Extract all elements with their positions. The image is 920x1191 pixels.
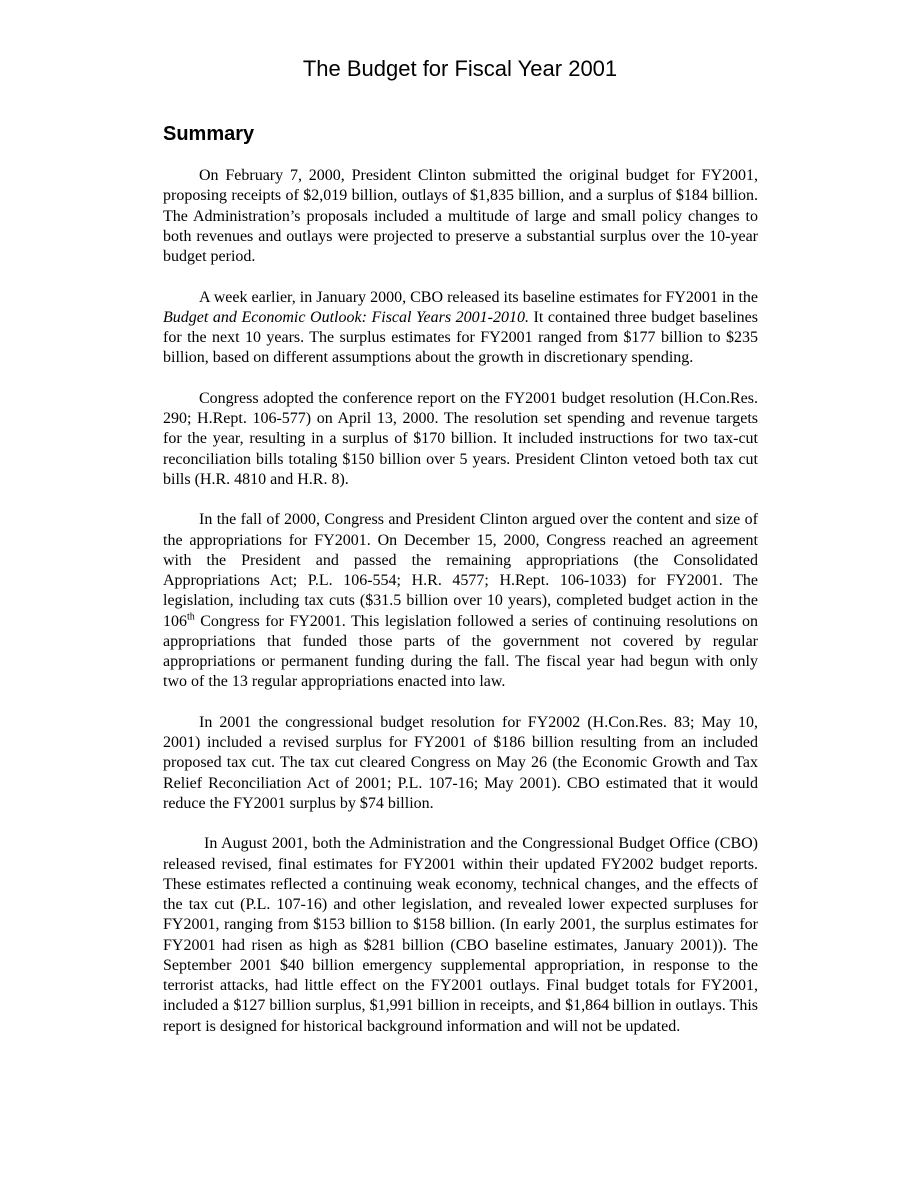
paragraph-cbo-baseline: [163, 288, 758, 369]
paragraph-appropriations: [163, 510, 758, 692]
paragraph-text: A week earlier, in January 2000, CBO released its baseline estimates for FY2001 in the: [199, 288, 758, 306]
paragraph-fy2002-resolution: In 2001 the congressional budget resolution for FY2002 (H.Con.Res. 83; May 10, 2001) included a revised surplus for FY2001 of $186 billion resulting from an included proposed tax cut. The tax cut cleared Congress on May 26 (the Economic Growth and Tax Relief Reconciliation Act of 2001; P.L. 107-16; May 2001). CBO estimated that it would reduce the FY2001 surplus by $74 billion.: [163, 713, 758, 812]
paragraph-budget-resolution: Congress adopted the conference report on the FY2001 budget resolution (H.Con.Res. 290; H.Rept. 106-577) on April 13, 2000. The resolution set spending and revenue targets for the year, resulting in a surplus of $170 billion. It included instructions for two tax-cut reconciliation bills totaling $150 billion over 5 years. President Clinton vetoed both tax cut bills (H.R. 4810 and H.R. 8).: [163, 389, 758, 488]
publication-title: Budget and Economic Outlook: Fiscal Years 2001-2010.: [163, 308, 529, 326]
paragraph-text: It contained three budget baselines for the next 10 years. The surplus estimates for FY2001 ranged from $177 billion to $235 billion, based on different assumptions about the growth in discretionary spending.: [163, 308, 759, 367]
ordinal-superscript: th: [187, 611, 195, 623]
paragraph-text: Congress for FY2001. This legislation followed a series of continuing resolutions on appropriations that funded those parts of the government not covered by regular appropriations or permanent funding during the fall. The fiscal year had begun with only two of the 13 regular appropriations enacted into law.: [163, 612, 758, 691]
summary-body: [163, 166, 758, 1057]
paragraph-original-budget: On February 7, 2000, President Clinton submitted the original budget for FY2001, proposing receipts of $2,019 billion, outlays of $1,835 billion, and a surplus of $184 billion. The Administration’s proposals included a multitude of large and small policy changes to both revenues and outlays were projected to preserve a substantial surplus over the 10-year budget period.: [163, 167, 758, 265]
paragraph-final-estimates: In August 2001, both the Administration and the Congressional Budget Office (CBO) released revised, final estimates for FY2001 within their updated FY2002 budget reports. These estimates reflected a continuing weak economy, technical changes, and the effects of the tax cut (P.L. 107-16) and other legislation, and revealed lower expected surpluses for FY2001, ranging from $153 billion to $158 billion. (In early 2001, the surplus estimates for FY2001 had risen as high as $281 billion (CBO baseline estimates, January 2001)). The September 2001 $40 billion emergency supplemental appropriation, in response to the terrorist attacks, had little effect on the FY2001 outlays. Final budget totals for FY2001, included a $127 billion surplus, $1,991 billion in receipts, and $1,864 billion in outlays. This report is designed for historical background information and will not be updated.: [163, 835, 758, 1035]
paragraph-text: In the fall of 2000, Congress and President Clinton argued over the content and size of the appropriations for FY2001. On December 15, 2000, Congress reached an agreement with the President and passed the remaining appropriations (the Consolidated Appropriations Act; P.L. 106-554; H.R. 4577; H.Rept. 106-1033) for FY2001. The legislation, including tax cuts ($31.5 billion over 10 years), completed budget action in the 106: [163, 511, 758, 630]
document-title: The Budget for Fiscal Year 2001: [302, 56, 618, 81]
summary-heading: Summary: [163, 123, 255, 145]
